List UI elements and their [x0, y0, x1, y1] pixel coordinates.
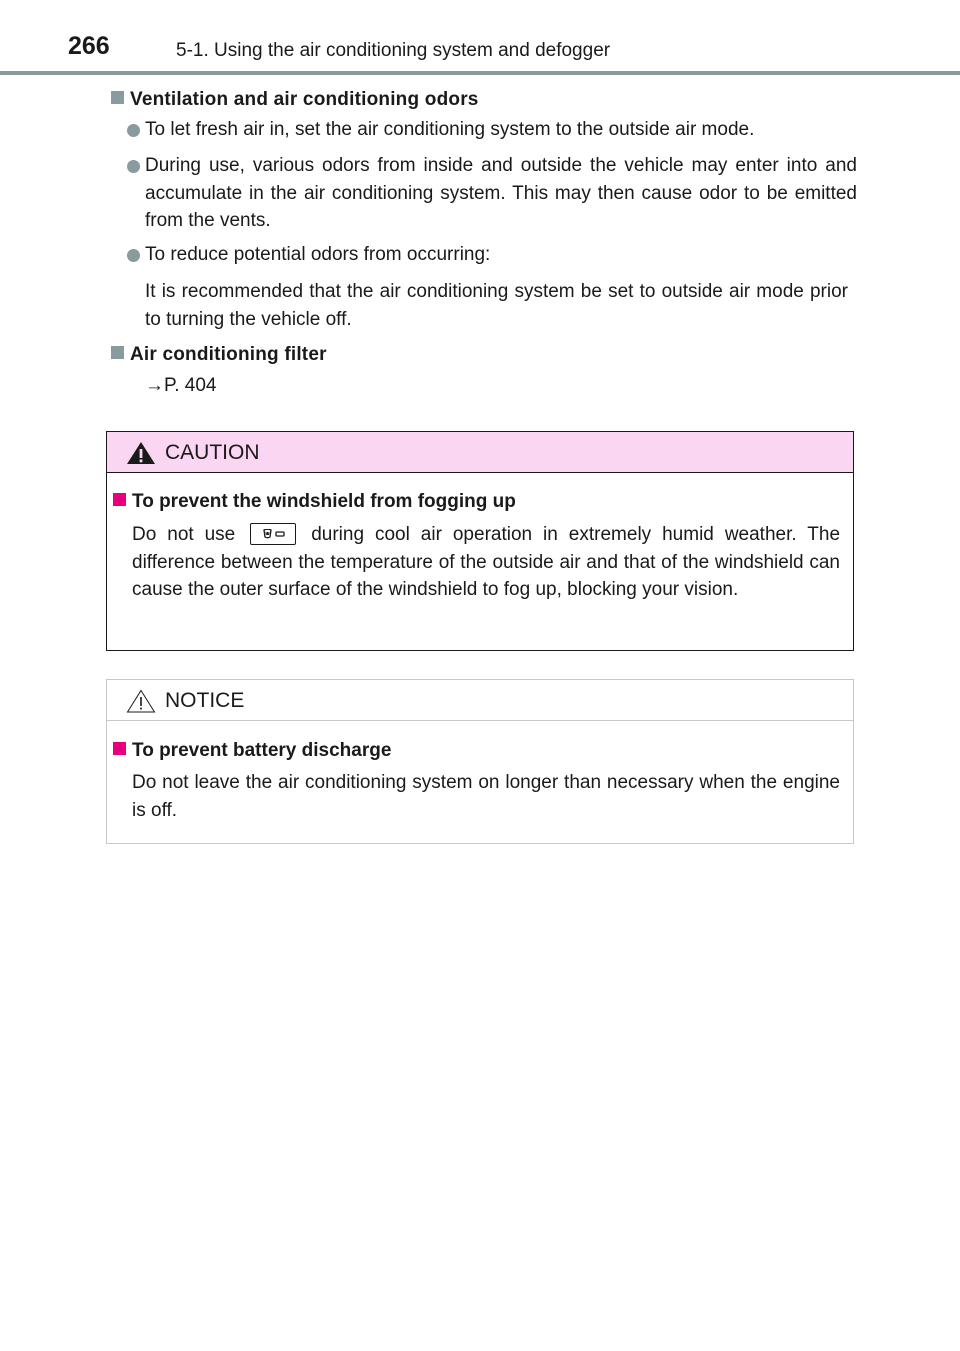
- square-bullet-icon: [111, 346, 124, 359]
- odors-note: It is recommended that the air conditioning system be set to outside air mode prior to turning the vehicle off.: [145, 281, 848, 330]
- caution-header: [107, 432, 853, 473]
- round-bullet-icon: [127, 249, 140, 262]
- page-number: 266: [68, 32, 110, 60]
- round-bullet-icon: [127, 160, 140, 173]
- caution-text: [132, 521, 840, 604]
- warning-triangle-icon: [126, 441, 156, 465]
- filter-heading-text: Air conditioning filter: [130, 344, 327, 365]
- notice-header: [107, 680, 853, 721]
- caution-heading-text: To prevent the windshield from fogging up: [132, 491, 516, 512]
- odors-heading: [111, 89, 479, 111]
- square-bullet-icon: [111, 91, 124, 104]
- filter-page-reference[interactable]: [145, 375, 216, 397]
- odors-heading-text: Ventilation and air conditioning odors: [130, 89, 479, 110]
- filter-heading: [111, 344, 327, 366]
- filter-ref-text: P. 404: [164, 375, 217, 396]
- warning-triangle-outline-icon: [126, 689, 156, 713]
- square-bullet-icon: [113, 742, 126, 755]
- notice-box: [106, 679, 854, 844]
- odors-bullet-3: [127, 241, 857, 269]
- odors-bullet-1: [127, 116, 857, 144]
- page-header: [0, 0, 960, 80]
- round-bullet-icon: [127, 124, 140, 137]
- odors-bullet-2-text: During use, various odors from inside and outside the vehicle may enter into and accumulate in the air conditioning system. This may then cause odor to be emitted from the vents.: [145, 155, 857, 231]
- square-bullet-icon: [113, 493, 126, 506]
- caution-box: [106, 431, 854, 651]
- section-title: 5-1. Using the air conditioning system and defogger: [176, 40, 611, 61]
- windshield-defogger-icon: [250, 523, 296, 545]
- odors-bullet-2: [127, 152, 857, 235]
- odors-bullet-1-text: To let fresh air in, set the air conditioning system to the outside air mode.: [145, 119, 755, 140]
- caution-text-before: Do not use: [132, 524, 236, 545]
- notice-title: NOTICE: [165, 689, 245, 712]
- odors-bullet-3-text: To reduce potential odors from occurring:: [145, 244, 491, 265]
- header-rule: [0, 71, 960, 75]
- notice-heading: [113, 740, 391, 762]
- arrow-icon: →: [145, 375, 164, 396]
- notice-heading-text: To prevent battery discharge: [132, 740, 392, 761]
- caution-heading: [113, 491, 516, 513]
- caution-text-after: during cool air operation in extremely humid weather. The difference between the temperature of the outside air and that of the windshield can cause the outer surface of the windshield to fog up, blocking your vision.: [132, 524, 841, 600]
- caution-title: CAUTION: [165, 441, 260, 464]
- notice-text: Do not leave the air conditioning system on longer than necessary when the engine is off.: [132, 772, 840, 821]
